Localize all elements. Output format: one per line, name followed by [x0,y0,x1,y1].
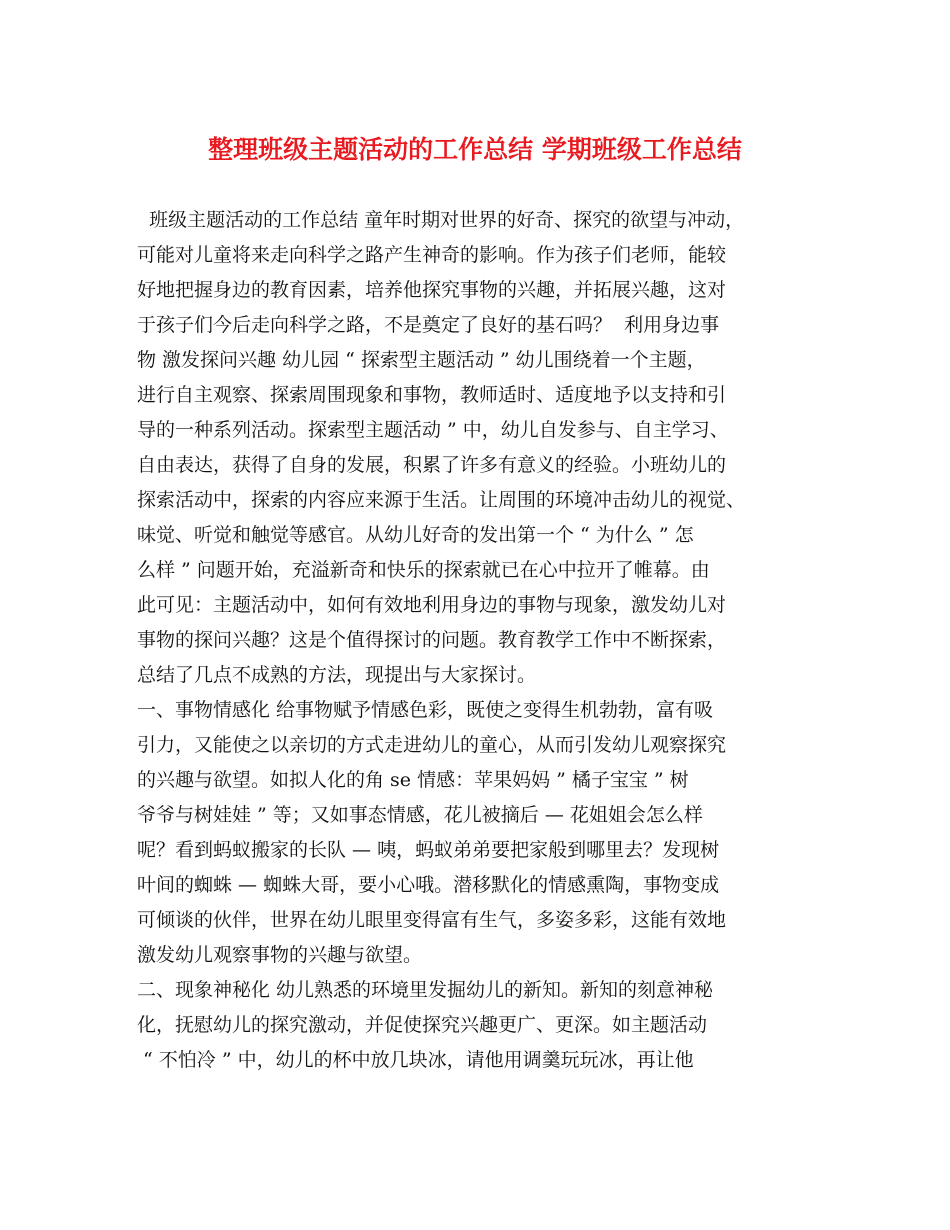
paragraph-line: 的兴趣与欲望。如拟人化的角 se 情感：苹果妈妈 ” 橘子宝宝 ” 树 [137,769,689,791]
paragraph-line: 总结了几点不成熟的方法，现提出与大家探讨。 [137,664,537,686]
paragraph-line: 叶间的蜘蛛 — 蜘蛛大哥，要小心哦。潜移默化的情感熏陶，事物变成 [137,874,720,896]
paragraph-line: 好地把握身边的教育因素，培养他探究事物的兴趣，并拓展兴趣，这对 [137,279,727,301]
paragraph-line: 导的一种系列活动。探索型主题活动 ” 中，幼儿自发参与、自主学习、 [137,419,729,441]
paragraph-line: 事物的探问兴趣？这是个值得探讨的问题。教育教学工作中不断探索， [137,629,727,651]
paragraph-line: 于孩子们今后走向科学之路，不是奠定了良好的基石吗？ 利用身边事 [137,314,720,336]
paragraph-line: 激发幼儿观察事物的兴趣与欲望。 [137,944,423,966]
paragraph-line: 爷爷与树娃娃 ” 等；又如事态情感，花儿被摘后 — 花姐姐会怎么样 [137,804,703,826]
paragraph-line: 化，抚慰幼儿的探究激动，并促使探究兴趣更广、更深。如主题活动 [137,1014,708,1036]
document-title: 整理班级主题活动的工作总结 学期班级工作总结 [208,135,742,164]
paragraph-line: 班级主题活动的工作总结 童年时期对世界的好奇、探究的欲望与冲动， [137,209,745,231]
paragraph-line: 自由表达，获得了自身的发展，积累了许多有意义的经验。小班幼儿的 [137,454,727,476]
paragraph-line: “ 不怕冷 ” 中，幼儿的杯中放几块冰，请他用调羹玩玩冰，再让他 [137,1049,694,1071]
paragraph-line: 进行自主观察、探索周围现象和事物，教师适时、适度地予以支持和引 [137,384,727,406]
paragraph-line: 物 激发探问兴趣 幼儿园 “ 探索型主题活动 ” 幼儿围绕着一个主题， [137,349,706,371]
section-heading-line: 一、事物情感化 给事物赋予情感色彩，既使之变得生机勃勃，富有吸 [137,699,714,721]
section-heading-line: 二、现象神秘化 幼儿熟悉的环境里发掘幼儿的新知。新知的刻意神秘 [137,979,714,1001]
paragraph-line: 探索活动中，探索的内容应来源于生活。让周围的环境冲击幼儿的视觉、 [137,489,746,511]
paragraph-line: 味觉、听觉和触觉等感官。从幼儿好奇的发出第一个 “ 为什么 ” 怎 [137,524,694,546]
paragraph-line: 可能对儿童将来走向科学之路产生神奇的影响。作为孩子们老师，能较 [137,244,727,266]
paragraph-line: 此可见：主题活动中，如何有效地利用身边的事物与现象，激发幼儿对 [137,594,727,616]
paragraph-line: 么样 ” 问题开始，充溢新奇和快乐的探索就已在心中拉开了帷幕。由 [137,559,710,581]
paragraph-line: 呢？看到蚂蚁搬家的长队 — 咦，蚂蚁弟弟要把家般到哪里去？发现树 [137,839,720,861]
paragraph-line: 可倾谈的伙伴，世界在幼儿眼里变得富有生气，多姿多彩，这能有效地 [137,909,727,931]
paragraph-line: 引力，又能使之以亲切的方式走进幼儿的童心，从而引发幼儿观察探究 [137,734,727,756]
